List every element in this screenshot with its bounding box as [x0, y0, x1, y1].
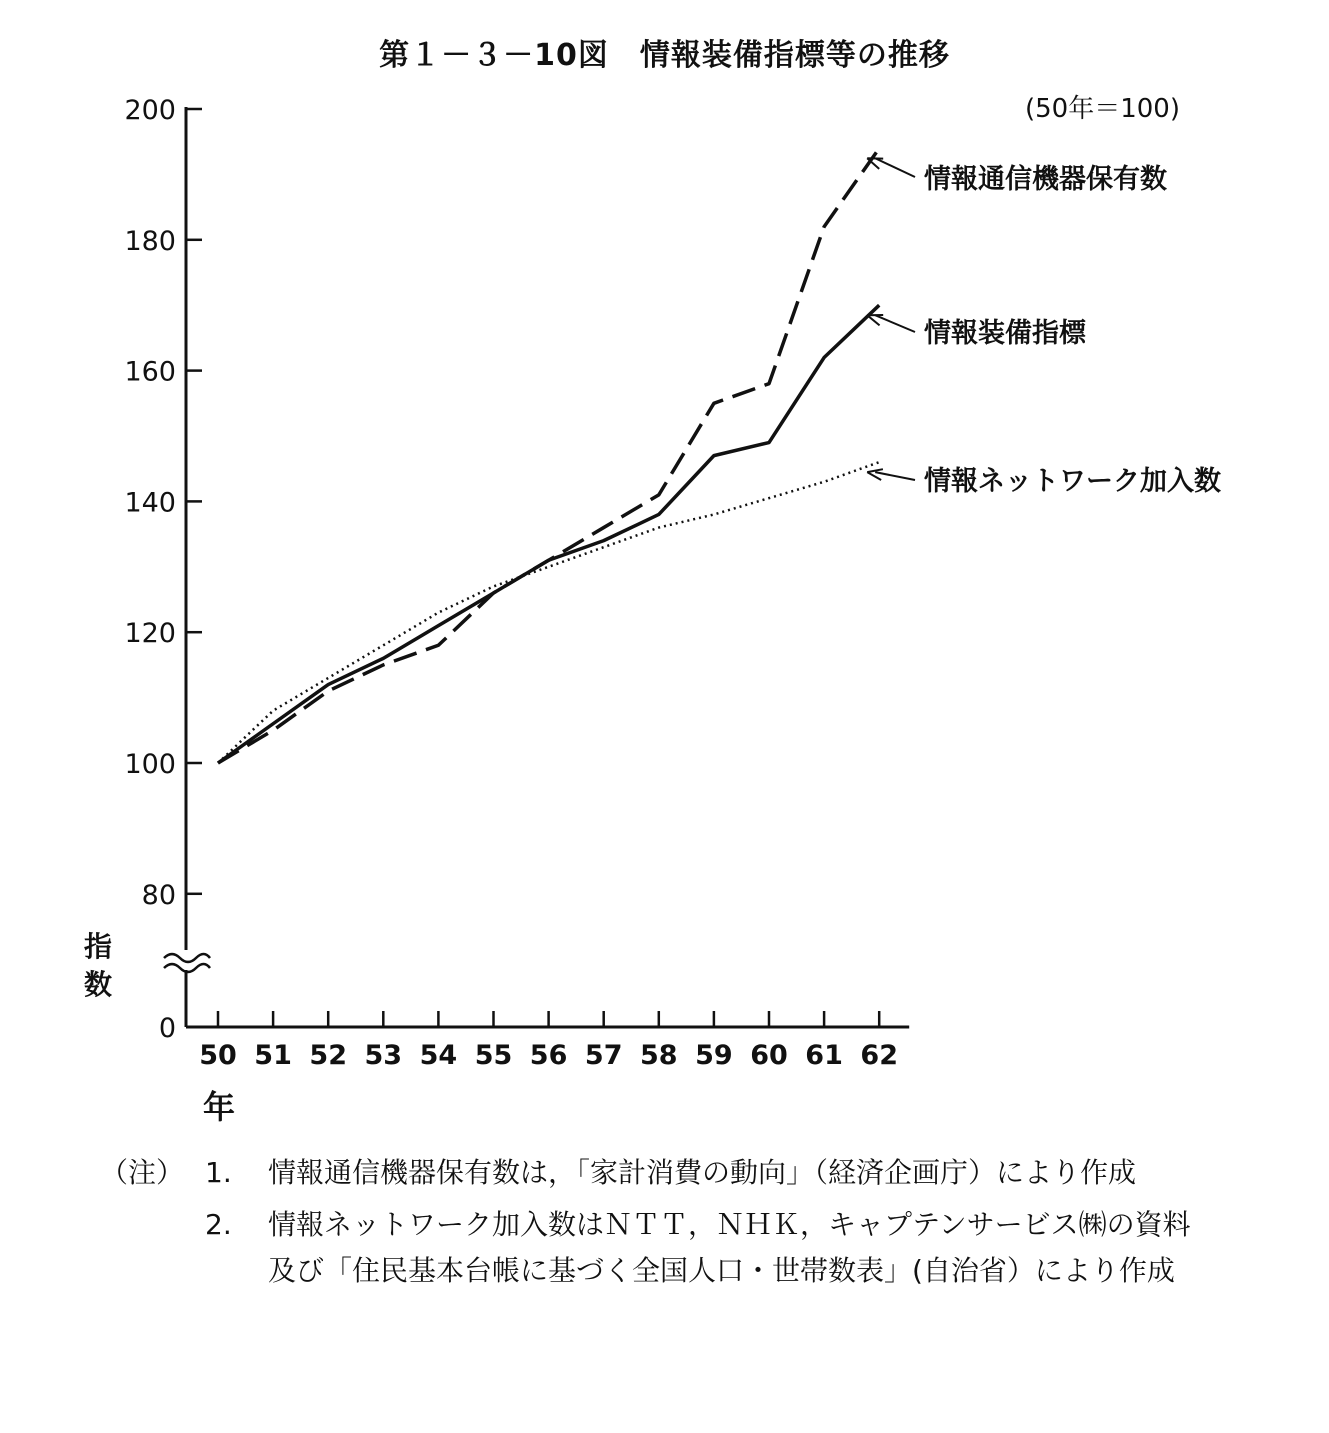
leader-arrowhead: [867, 469, 883, 480]
leader-line: [875, 158, 915, 177]
x-tick-label: 61: [805, 1040, 843, 1071]
series-line: [218, 305, 879, 763]
y-tick-label: 120: [124, 618, 176, 650]
y-axis-ticks: [124, 95, 202, 1044]
x-tick-label: 54: [419, 1040, 458, 1071]
x-tick-label: 52: [309, 1040, 347, 1071]
figure-title: 第１－３－10図 情報装備指標等の推移: [379, 38, 950, 73]
leader-line: [875, 315, 915, 332]
x-tick-label: 56: [529, 1040, 568, 1071]
footnote-2: [100, 1202, 1210, 1294]
footnote-text: 情報ネットワーク加入数はＮＴＴ，ＮＨＫ，キャプテンサービス㈱の資料及び「住民基本台帳に基づく全国人口・世帯数表」(自治省）により作成: [268, 1208, 1191, 1287]
footnotes: [100, 1150, 1210, 1294]
x-tick-label: 53: [364, 1040, 403, 1071]
x-tick-label: 62: [860, 1040, 898, 1071]
y-tick-label: 180: [124, 225, 176, 257]
footnote-heading: （注）: [100, 1156, 185, 1189]
series-line: [218, 462, 879, 763]
axis-break-mark: [164, 954, 210, 972]
footnote-number: 2.: [205, 1208, 232, 1241]
y-tick-label: 140: [124, 487, 176, 519]
series-label: 情報通信機器保有数: [924, 164, 1167, 195]
series-label: 情報ネットワーク加入数: [924, 466, 1221, 497]
x-axis-ticks: [199, 1011, 898, 1071]
y-tick-label: 100: [124, 749, 176, 780]
x-tick-label: 51: [254, 1040, 292, 1071]
series-label: 情報装備指標: [924, 318, 1086, 349]
x-tick-label: 57: [584, 1040, 623, 1071]
y-axis-label-char-1: 指: [84, 930, 113, 963]
unit-note: (50年＝100): [1025, 94, 1180, 124]
y-tick-label: 80: [141, 879, 176, 911]
y-tick-label: 0: [158, 1013, 176, 1044]
series-line: [218, 148, 879, 763]
footnote-number: 1.: [205, 1156, 232, 1189]
x-tick-label: 60: [750, 1040, 788, 1071]
x-axis-unit-label: 年: [203, 1088, 236, 1126]
x-tick-label: 50: [199, 1040, 237, 1071]
y-axis-label-char-2: 数: [84, 968, 113, 1001]
y-tick-label: 160: [124, 356, 176, 388]
x-tick-label: 58: [640, 1040, 678, 1071]
leader-line: [875, 472, 915, 480]
x-tick-label: 55: [474, 1040, 513, 1071]
y-tick-label: 200: [124, 95, 176, 126]
series-lines: [218, 148, 879, 763]
footnote-text: 情報通信機器保有数は，「家計消費の動向」（経済企画庁）により作成: [268, 1156, 1137, 1189]
footnote-1: [100, 1150, 1210, 1196]
series-labels: [867, 158, 1221, 497]
x-tick-label: 59: [695, 1040, 733, 1071]
